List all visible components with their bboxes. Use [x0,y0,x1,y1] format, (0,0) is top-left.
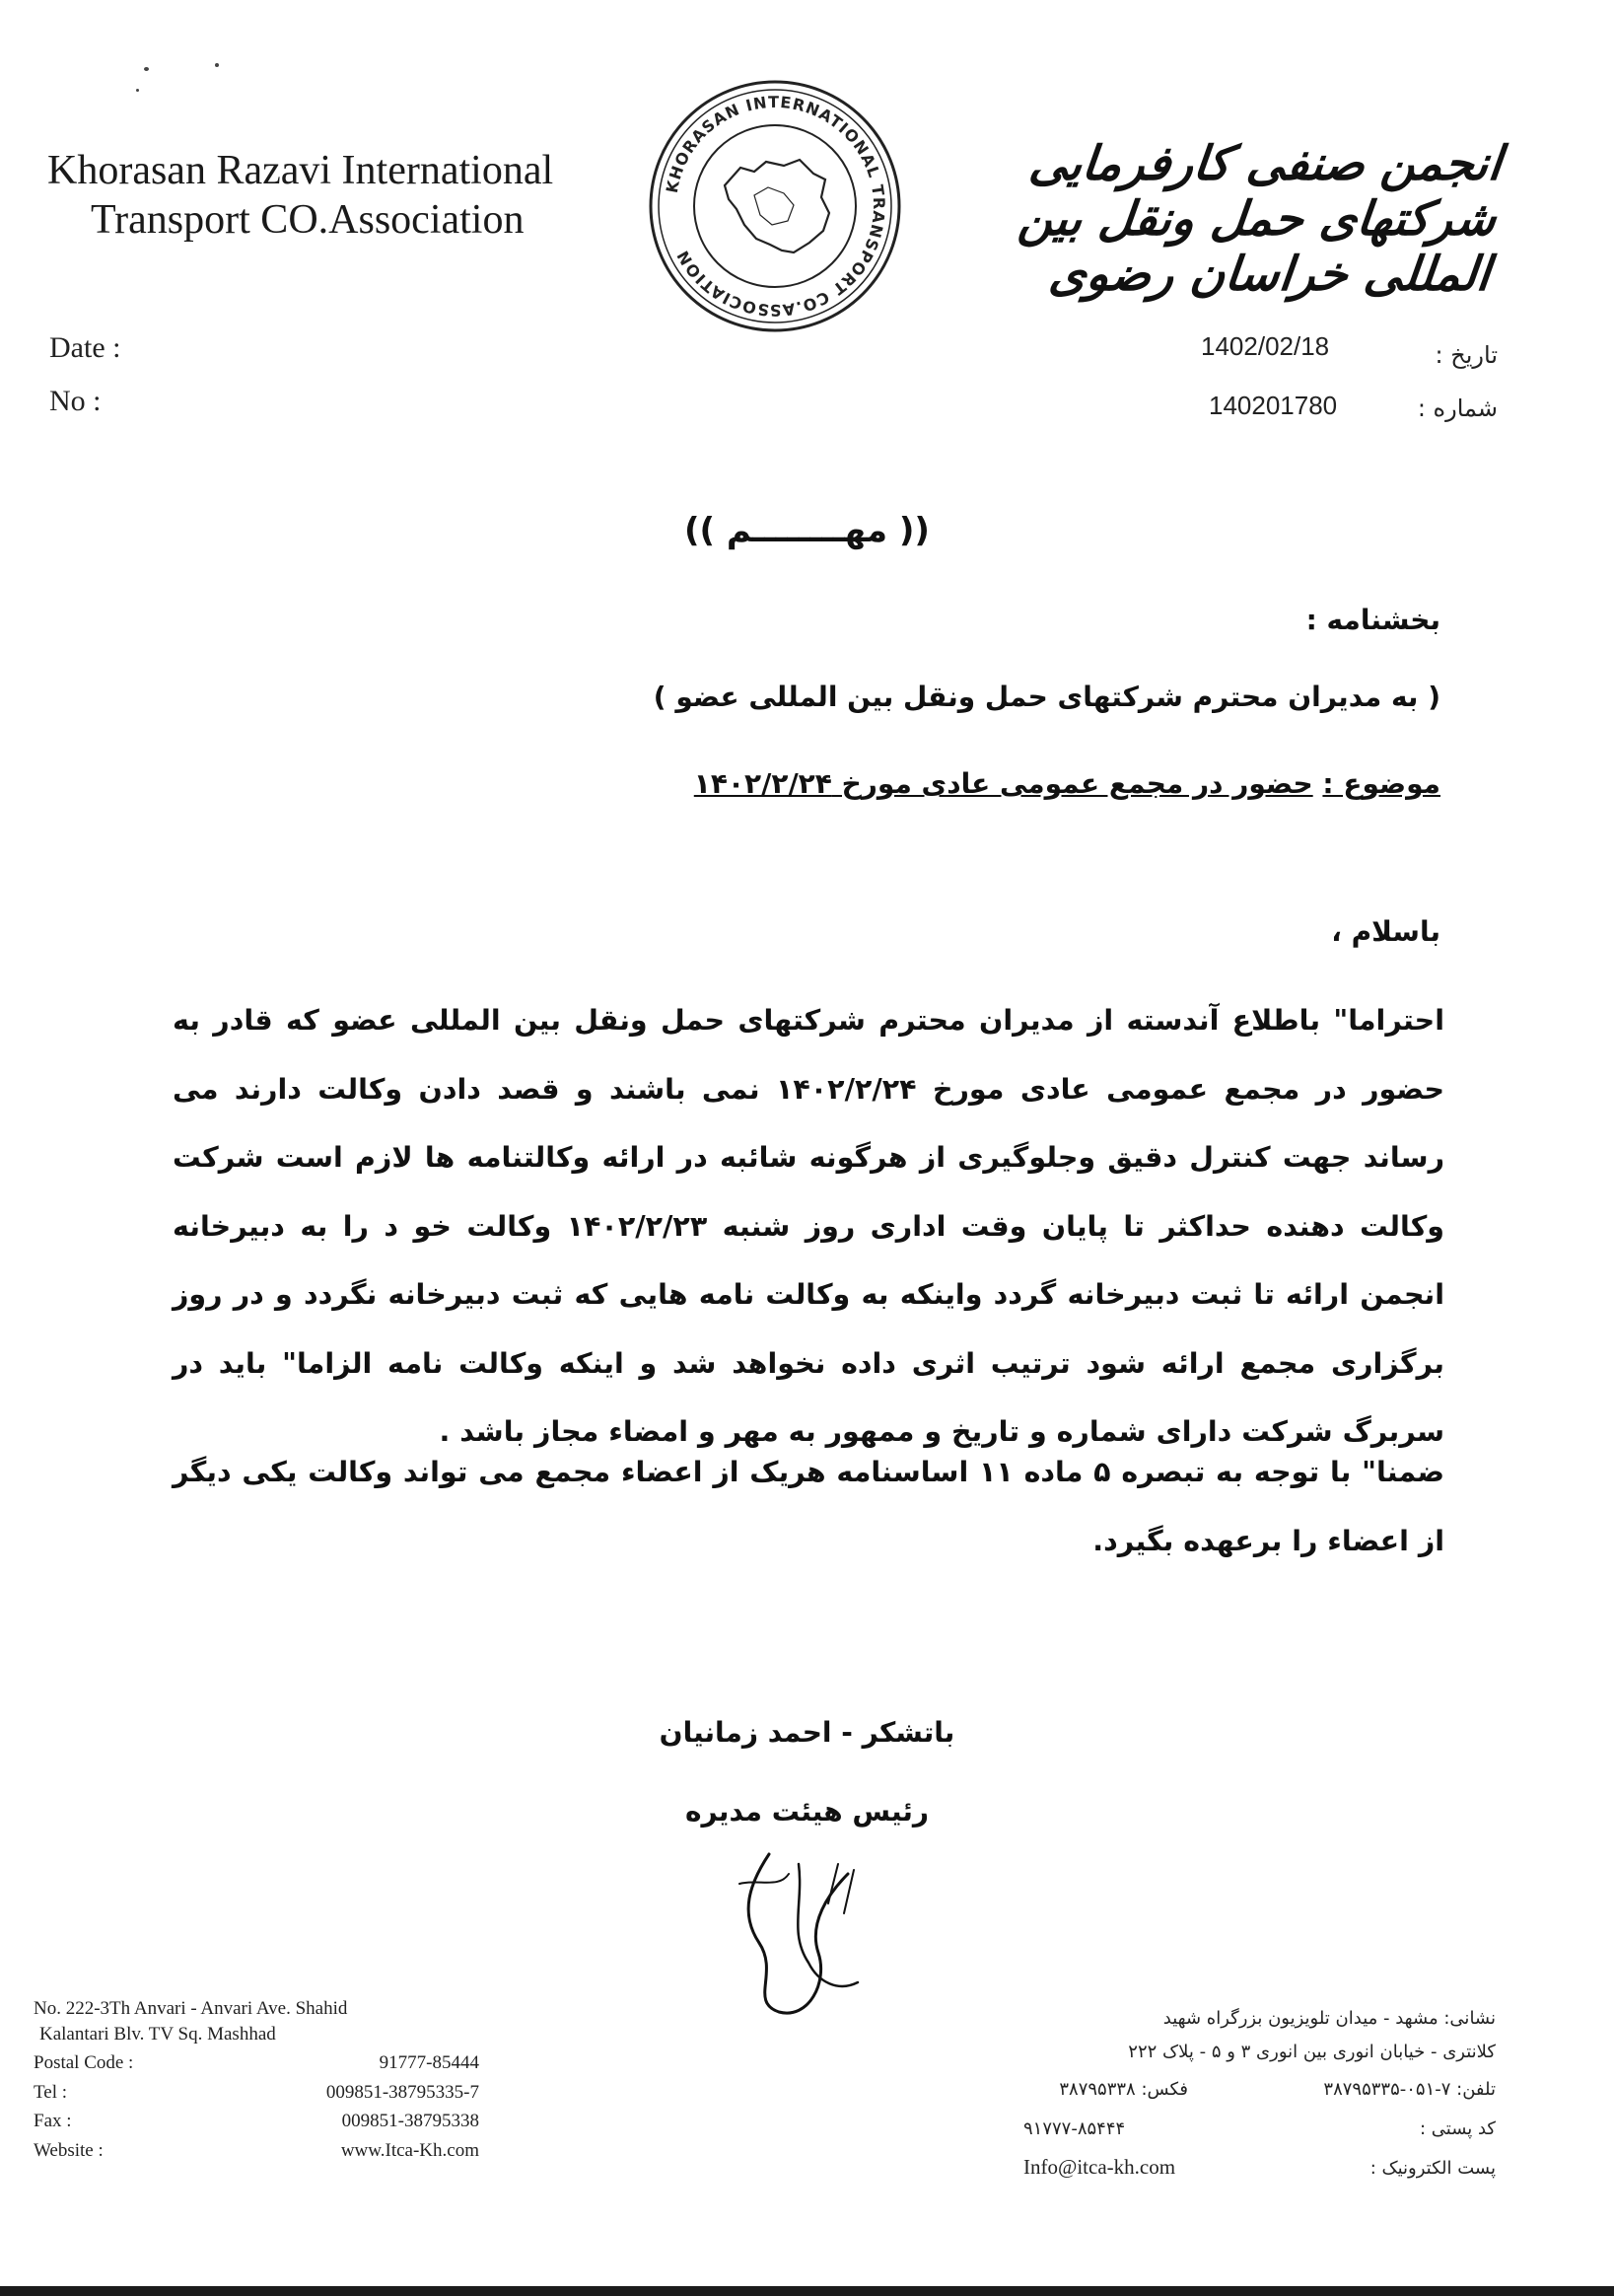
postal-code-label-en: Postal Code : [34,2052,134,2073]
seal-icon [646,77,904,335]
importance-heading: (( مهــــــــم )) [684,511,930,550]
date-label-fa: تاریخ : [1435,341,1498,369]
scan-speck [215,63,219,67]
website-label-en: Website : [34,2140,104,2161]
footer-address-fa-line1: نشانی: مشهد - میدان تلویزیون بزرگراه شهید [1162,2008,1496,2029]
number-label-fa: شماره : [1417,395,1498,422]
scan-speck [144,67,149,71]
subject-line [694,767,1440,800]
footer-phone-fa: تلفن: ۷-۰۵۱-۳۸۷۹۵۳۳۵ [1323,2079,1496,2100]
date-label-en: Date : [49,331,121,364]
fax-label-en: Fax : [34,2111,72,2131]
greeting: باسلام ، [1331,915,1440,948]
handwritten-signature [710,1844,877,2032]
subject-text: حضور در مجمع عمومی عادی مورخ ۱۴۰۲/۲/۲۴ [693,767,1313,800]
scan-speck [136,89,139,92]
body-paragraph-2: ضمنا" با توجه به تبصره ۵ ماده ۱۱ اساسنامه هریک از اعضاء مجمع می تواند وکالت یکی دیگر از اعضاء را برعهده بگیرد. [173,1456,1444,1557]
postal-code-value-en: 91777-85444 [379,2052,479,2073]
org-name-en-line2: Transport CO.Association [91,197,525,243]
website-value-en: www.Itca-Kh.com [340,2140,479,2161]
number-label-en: No : [49,385,102,417]
scan-bottom-edge [0,2286,1614,2296]
letter-date: 1402/02/18 [1201,331,1330,361]
organization-name-persian: انجمن صنفی کارفرمایی شرکتهای حمل ونقل بین المللی خراسان رضوی [1016,136,1505,302]
footer-address-fa-line2: کلانتری - خیابان انوری بین انوری ۳ و ۵ - پلاک ۲۲۲ [1128,2042,1496,2062]
tel-label-en: Tel : [34,2082,68,2103]
footer-email-label-fa: پست الکترونیک : [1369,2158,1496,2179]
subject-label: موضوع : [1322,767,1440,800]
tel-value-en: 009851-38795335-7 [325,2082,479,2103]
closing-title: رئیس هیئت مدیره [684,1795,930,1828]
fax-value-en: 009851-38795338 [341,2111,479,2131]
footer-postal-value-fa: ۹۱۷۷۷-۸۵۴۴۴ [1023,2118,1126,2139]
footer-address-en-line1: No. 222-3Th Anvari - Anvari Ave. Shahid [34,1998,348,2019]
signature-icon [710,1844,877,2032]
org-name-en-line1: Khorasan Razavi International [47,148,554,193]
letter-number: 140201780 [1209,391,1338,420]
circular-label: بخشنامه : [1305,604,1440,636]
organization-name-english [47,146,639,245]
footer-fax-fa: فکس: ۳۸۷۹۵۳۳۸ [1059,2079,1188,2100]
footer-email-value: Info@itca-kh.com [1023,2155,1176,2179]
body-paragraph-1: احتراما" باطلاع آندسته از مدیران محترم شرکتهای حمل ونقل بین المللی عضو که قادر به حضور در مجمع عمومی عادی مورخ ۱۴۰۲/۲/۲۴ نمی باشند و قصد دادن وکالت دارند می رساند جهت کنترل دقیق وجلوگیری از هرگونه شائبه در ارائه وکالتنامه ها لازم است شرکت وکالت دهنده حداکثر تا پایان وقت اداری روز شنبه ۱۴۰۲/۲/۲۳ وکالت خو د را به دبیرخانه انجمن ارائه تا ثبت دبیرخانه گردد واینکه به وکالت نامه هایی که ثبت دبیرخانه نگردد و در روز برگزاری مجمع ارائه شود ترتیب اثری داده نخواهد شد و اینکه وکالت نامه الزاما" باید در سربرگ شرکت دارای شماره و تاریخ و ممهور به مهر و امضاء مجاز باشد . [173,1004,1444,1448]
association-seal-logo [646,77,904,335]
closing-signatory: باتشکر - احمد زمانیان [659,1716,955,1749]
footer-address-en-line2: Kalantari Blv. TV Sq. Mashhad [39,2024,276,2045]
recipients-line: ( به مدیران محترم شرکتهای حمل ونقل بین المللی عضو ) [653,681,1440,713]
footer-postal-label-fa: کد پستی : [1419,2118,1496,2139]
seal-text: KHORASAN INTERNATIONAL TRANSPORT CO.ASSOCIATION [662,92,889,321]
svg-text:KHORASAN INTERNATIONAL TRANSPO [663,93,888,320]
